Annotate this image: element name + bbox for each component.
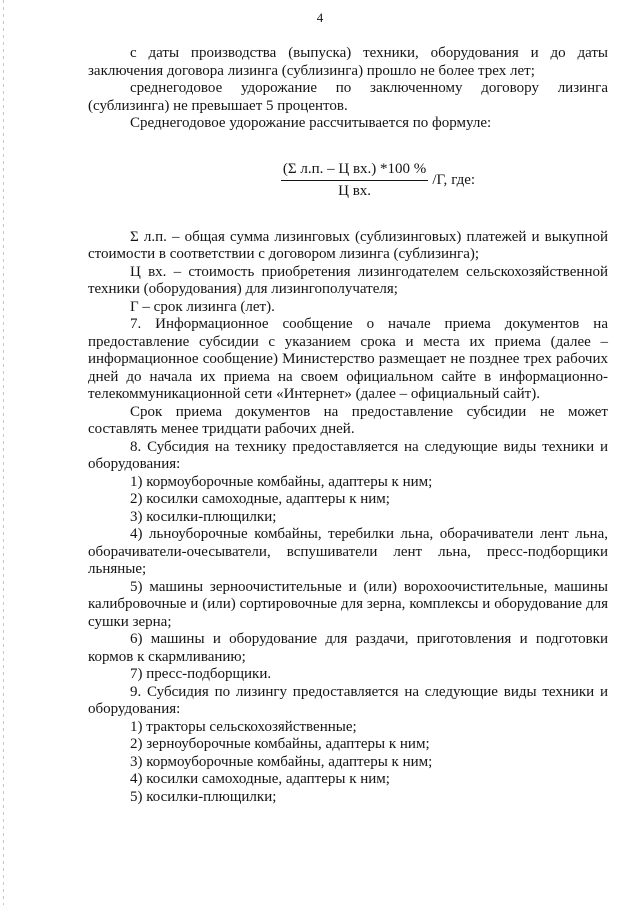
formula-divisor: /Г, bbox=[432, 171, 448, 188]
list-item: 2) зерноуборочные комбайны, адаптеры к ним; bbox=[130, 736, 430, 752]
definition-sum-payments: Σ л.п. – общая сумма лизинговых (сублизинговых) платежей и выкупной стоимости в соответствии с договором лизинга (сублизинга); bbox=[88, 228, 608, 262]
list-item: 1) тракторы сельскохозяйственные; bbox=[130, 718, 357, 735]
paragraph-8-equipment-subsidy: 8. Субсидия на технику предоставляется на следующие виды техники и оборудования: bbox=[88, 438, 608, 472]
page-number: 4 bbox=[316, 10, 324, 25]
list-item: 3) косилки-плющилки; bbox=[130, 508, 277, 525]
list-item: 4) косилки самоходные, адаптеры к ним; bbox=[130, 771, 390, 787]
list-8 bbox=[88, 474, 608, 684]
paragraph-9-leasing-subsidy: 9. Субсидия по лизингу предоставляется на следующие виды техники и оборудования: bbox=[88, 683, 608, 717]
paragraph-manufacture-date: с даты производства (выпуска) техники, оборудования и до даты заключения договора лизинга (сублизинга) прошло не более трех лет; bbox=[88, 45, 608, 79]
list-item: 5) косилки-плющилки; bbox=[130, 788, 277, 805]
formula bbox=[148, 161, 608, 201]
list-item: 2) косилки самоходные, адаптеры к ним; bbox=[130, 491, 390, 507]
formula-suffix: где: bbox=[451, 171, 476, 188]
definition-purchase-cost: Ц вх. – стоимость приобретения лизингодателем сельскохозяйственной техники (оборудования) для лизингополучателя; bbox=[88, 263, 608, 297]
list-item: 5) машины зерноочистительные и (или) ворохоочистительные, машины калибровочные и (или) сортировочные для зерна, комплексы и оборудование для сушки зерна; bbox=[88, 578, 608, 630]
list-item: 1) кормоуборочные комбайны, адаптеры к ним; bbox=[130, 473, 433, 490]
formula-denominator: Ц вх. bbox=[338, 183, 372, 199]
definition-lease-term: Г – срок лизинга (лет). bbox=[130, 298, 275, 315]
list-item: 4) льноуборочные комбайны, теребилки льна, оборачиватели лент льна, оборачиватели-очесыватели, вспушиватели лент льна, пресс-подборщики льняные; bbox=[88, 526, 608, 577]
paragraph-formula-intro: Среднегодовое удорожание рассчитывается по формуле: bbox=[130, 115, 492, 131]
paragraph-document-deadline: Срок приема документов на предоставление субсидии не может составлять менее тридцати рабочих дней. bbox=[88, 403, 608, 437]
paragraph-annual-increase: среднегодовое удорожание по заключенному договору лизинга (сублизинга) не превышает 5 процентов. bbox=[88, 80, 608, 114]
list-item: 6) машины и оборудование для раздачи, приготовления и подготовки кормов к скармливанию; bbox=[88, 631, 608, 665]
document-body bbox=[88, 45, 608, 806]
formula-fraction bbox=[281, 161, 428, 201]
formula-numerator: (Σ л.п. – Ц вх.) *100 % bbox=[281, 161, 428, 182]
list-item: 3) кормоуборочные комбайны, адаптеры к ним; bbox=[130, 753, 433, 770]
formula-tail bbox=[432, 172, 475, 190]
list-9 bbox=[88, 719, 608, 807]
scan-edge-artifact bbox=[3, 0, 4, 905]
list-item: 7) пресс-подборщики. bbox=[130, 666, 272, 682]
paragraph-7-info-message: 7. Информационное сообщение о начале приема документов на предоставление субсидии с указанием срока и места их приема (далее – информационное сообщение) Министерство размещает не позднее трех рабочих дней до начала их приема на своем официальном сайте в информационно-телекоммуникационной сети «Интернет» (далее – официальный сайт). bbox=[88, 316, 608, 402]
